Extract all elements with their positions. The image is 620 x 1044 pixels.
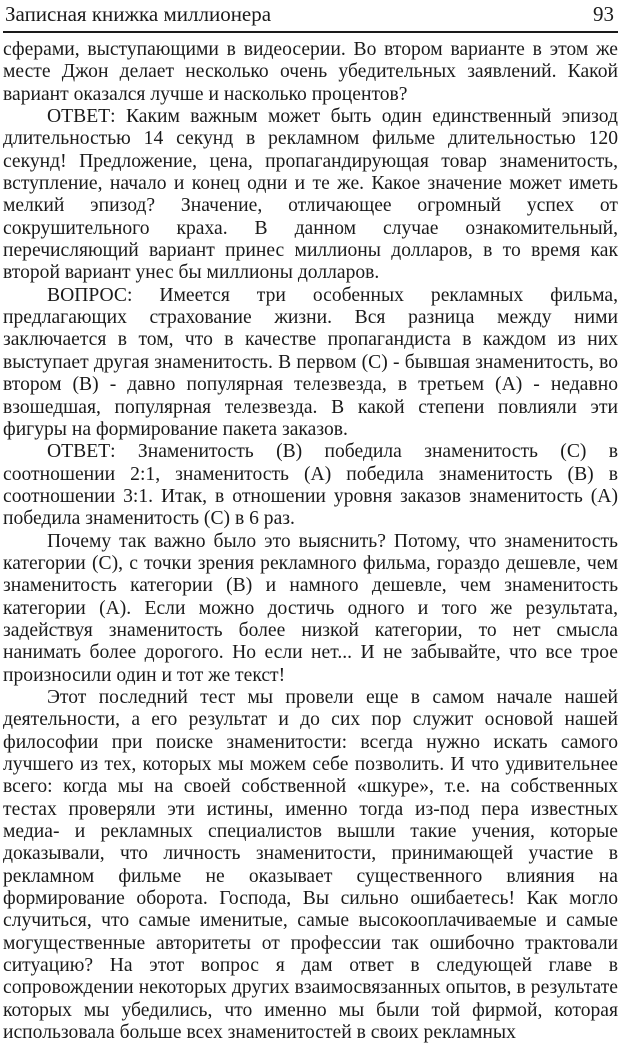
body-text <box>3 39 618 1044</box>
page-number: 93 <box>593 2 614 26</box>
book-title: Записная книжка миллионера <box>5 2 272 26</box>
paragraph-continued: сферами, выступающими в видеосерии. Во втором варианте в этом же месте Джон делает несколько очень убедительных заявлений. Какой вариант оказался лучше и насколько процентов? <box>3 39 618 105</box>
header-rule <box>3 31 618 33</box>
paragraph-answer-2: ОТВЕТ: Знаменитость (В) победила знаменитость (С) в соотношении 2:1, знаменитость (А) победила знаменитость (В) в соотношении 3:1. Итак, в отношении уровня заказов знаменитость (А) победила знаменитость (С) в 6 раз. <box>3 441 618 530</box>
paragraph-answer-1: ОТВЕТ: Каким важным может быть один единственный эпизод длительностью 14 секунд в рекламном фильме длительностью 120 секунд! Предложение, цена, пропагандирующая товар знаменитость, вступление, начало и конец одни и те же. Какое значение может иметь мелкий эпизод? Значение, отличающее огромный успех от сокрушительного краха. В данном случае ознакомительный, перечисляющий вариант принес миллионы долларов, в то время как второй вариант унес бы миллионы долларов. <box>3 106 618 284</box>
paragraph-question: ВОПРОС: Имеется три особенных рекламных фильма, предлагающих страхование жизни. Вся разница между ними заключается в том, что в качестве пропагандиста в каждом из них выступает другая знаменитость. В первом (С) - бывшая знаменитость, во втором (В) - давно популярная телезвезда, в третьем (А) - недавно взошедшая, популярная телезвезда. В какой степени повлияли эти фигуры на формирование пакета заказов. <box>3 284 618 440</box>
paragraph-explanation: Почему так важно было это выяснить? Потому, что знаменитость категории (С), с точки зрения рекламного фильма, гораздо дешевле, чем знаменитость категории (В) и намного дешевле, чем знаменитость категории (А). Если можно достичь одного и того же результата, задействуя знаменитость более низкой категории, то нет смысла нанимать более дорогого. Но если нет... И не забывайте, что все трое произносили один и тот же текст! <box>3 530 618 686</box>
paragraph-conclusion: Этот последний тест мы провели еще в самом начале нашей деятельности, а его результат и до сих пор служит основой нашей философии при поиске знаменитости: всегда нужно искать самого лучшего из тех, которых мы можем себе позволить. И что удивительнее всего: когда мы на своей собственной «шкуре», т.е. на собственных тестах проверяли эти истины, именно тогда из-под пера известных медиа- и рекламных специалистов вышли такие учения, которые доказывали, что личность знаменитости, принимающей участие в рекламном фильме не оказывает существенного влияния на формирование оборота. Господа, Вы сильно ошибаетесь! Как могло случиться, что самые именитые, самые высокооплачиваемые и самые могущественные авторитеты от профессии так ошибочно трактовали ситуацию? На этот вопрос я дам ответ в следующей главе в сопровождении некоторых других взаимосвязанных опытов, в результате которых мы убедились, что именно мы были той фирмой, которая использовала больше всех знаменитостей в своих рекламных <box>3 686 618 1044</box>
running-header <box>3 0 618 29</box>
